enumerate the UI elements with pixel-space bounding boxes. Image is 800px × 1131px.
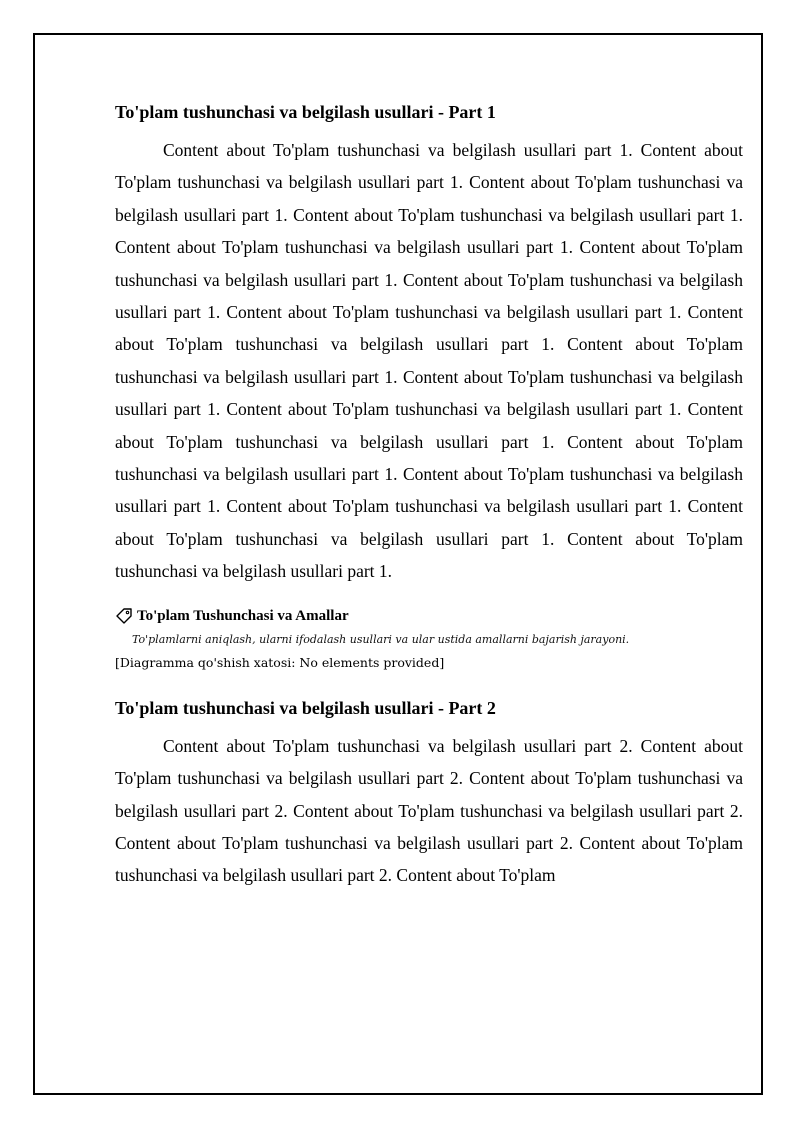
section-part-2 xyxy=(115,696,743,892)
diagram-title: To'plam Tushunchasi va Amallar xyxy=(137,607,349,624)
document-content xyxy=(115,100,743,892)
section-heading-part-2: To'plam tushunchasi va belgilash usullari - Part 2 xyxy=(115,697,496,718)
tag-icon xyxy=(115,607,133,625)
diagram-block xyxy=(115,606,743,672)
section-heading-part-1: To'plam tushunchasi va belgilash usullari - Part 1 xyxy=(115,102,496,122)
section-paragraph-part-1: Content about To'plam tushunchasi va belgilash usullari part 1. Content about To'plam tushunchasi va belgilash usullari part 1. Content about To'plam tushunchasi va belgilash usullari part 1. Content about To'plam tushunchasi va belgilash usullari part 1. Content about To'plam tushunchasi va belgilash usullari part 1. Content about To'plam tushunchasi va belgilash usullari part 1. Content about To'plam tushunchasi va belgilash usullari part 1. Content about To'plam tushunchasi va belgilash usullari part 1. Content about To'plam tushunchasi va belgilash usullari part 1. Content about To'plam tushunchasi va belgilash usullari part 1. Content about To'plam tushunchasi va belgilash usullari part 1. Content about To'plam tushunchasi va belgilash usullari part 1. Content about To'plam tushunchasi va belgilash usullari part 1. Content about To'plam tushunchasi va belgilash usullari part 1. Content about To'plam tushunchasi va belgilash usullari part 1. Content about To'plam tushunchasi va belgilash usullari part 1. Content about To'plam tushunchasi va belgilash usullari part 1. Content about To'plam tushunchasi va belgilash usullari part 1. xyxy=(115,140,743,582)
diagram-error-message: [Diagramma qo'shish xatosi: No elements provided] xyxy=(115,654,445,670)
diagram-description: To'plamlarni aniqlash, ularni ifodalash usullari va ular ustida amallarni bajarish jarayoni. xyxy=(132,632,630,646)
page-frame xyxy=(33,33,763,1095)
diagram-title-row xyxy=(115,606,743,626)
section-paragraph-part-2: Content about To'plam tushunchasi va belgilash usullari part 2. Content about To'plam tushunchasi va belgilash usullari part 2. Content about To'plam tushunchasi va belgilash usullari part 2. Content about To'plam tushunchasi va belgilash usullari part 2. Content about To'plam tushunchasi va belgilash usullari part 2. Content about To'plam tushunchasi va belgilash usullari part 2. Content about To'plam xyxy=(115,735,743,886)
